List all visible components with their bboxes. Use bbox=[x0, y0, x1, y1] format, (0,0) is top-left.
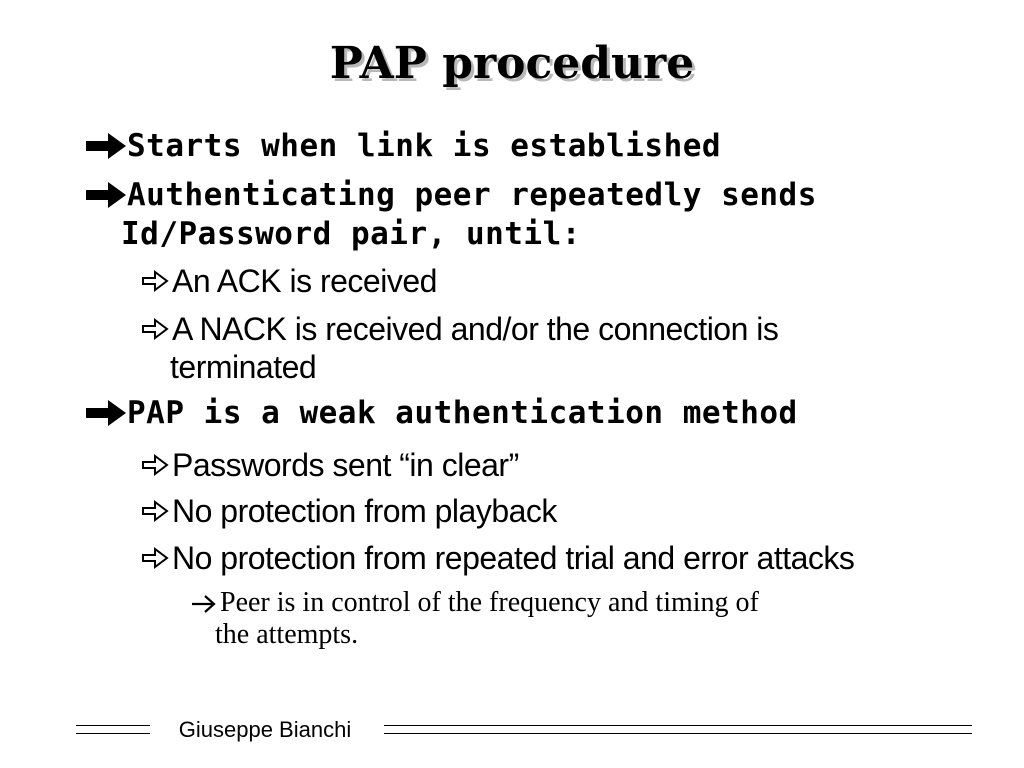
bullet-text-continuation: the attempts. bbox=[215, 619, 359, 650]
bullet-level2 bbox=[140, 310, 900, 348]
bullet-text: A NACK is received and/or the connection is bbox=[172, 311, 779, 347]
outline-right-arrow-icon bbox=[140, 446, 172, 484]
bullet-level2 bbox=[140, 492, 900, 530]
bullet-text: Authenticating peer repeatedly sends bbox=[127, 177, 817, 213]
bold-right-arrow-icon bbox=[84, 126, 130, 166]
bullet-level2 bbox=[140, 446, 900, 484]
outline-right-arrow-icon bbox=[140, 262, 172, 300]
slide-title: PAP procedure bbox=[329, 38, 695, 89]
bullet-level1 bbox=[84, 175, 964, 215]
bullet-level2 bbox=[140, 539, 900, 577]
bold-right-arrow-icon bbox=[84, 393, 130, 433]
footer-author: Giuseppe Bianchi bbox=[178, 717, 352, 742]
footer-rule bbox=[76, 733, 150, 734]
bullet-text: No protection from playback bbox=[172, 493, 557, 529]
footer-rule bbox=[76, 725, 150, 726]
bullet-text: No protection from repeated trial and error attacks bbox=[172, 540, 855, 576]
bullet-continuation bbox=[170, 348, 930, 386]
bullet-level3 bbox=[190, 587, 890, 619]
bullet-level2 bbox=[140, 262, 900, 300]
bullet-level1 bbox=[84, 393, 964, 433]
bullet-text-continuation: Id/Password pair, until: bbox=[121, 216, 581, 252]
bullet-text: Passwords sent “in clear” bbox=[172, 447, 519, 483]
outline-right-arrow-icon bbox=[140, 492, 172, 530]
bullet-continuation bbox=[215, 619, 915, 651]
bullet-text-continuation: terminated bbox=[170, 349, 317, 385]
bullet-text: Peer is in control of the frequency and timing of bbox=[220, 587, 759, 618]
outline-right-arrow-icon bbox=[140, 310, 172, 348]
footer-rule bbox=[384, 725, 972, 726]
bullet-text: Starts when link is established bbox=[127, 128, 722, 164]
bullet-level1 bbox=[84, 126, 964, 166]
thin-right-arrow-icon bbox=[190, 587, 220, 619]
bullet-continuation bbox=[121, 214, 1004, 254]
bullet-text: PAP is a weak authentication method bbox=[127, 395, 798, 431]
outline-right-arrow-icon bbox=[140, 539, 172, 577]
footer-rule bbox=[384, 733, 972, 734]
bold-right-arrow-icon bbox=[84, 175, 130, 215]
bullet-text: An ACK is received bbox=[172, 263, 437, 299]
